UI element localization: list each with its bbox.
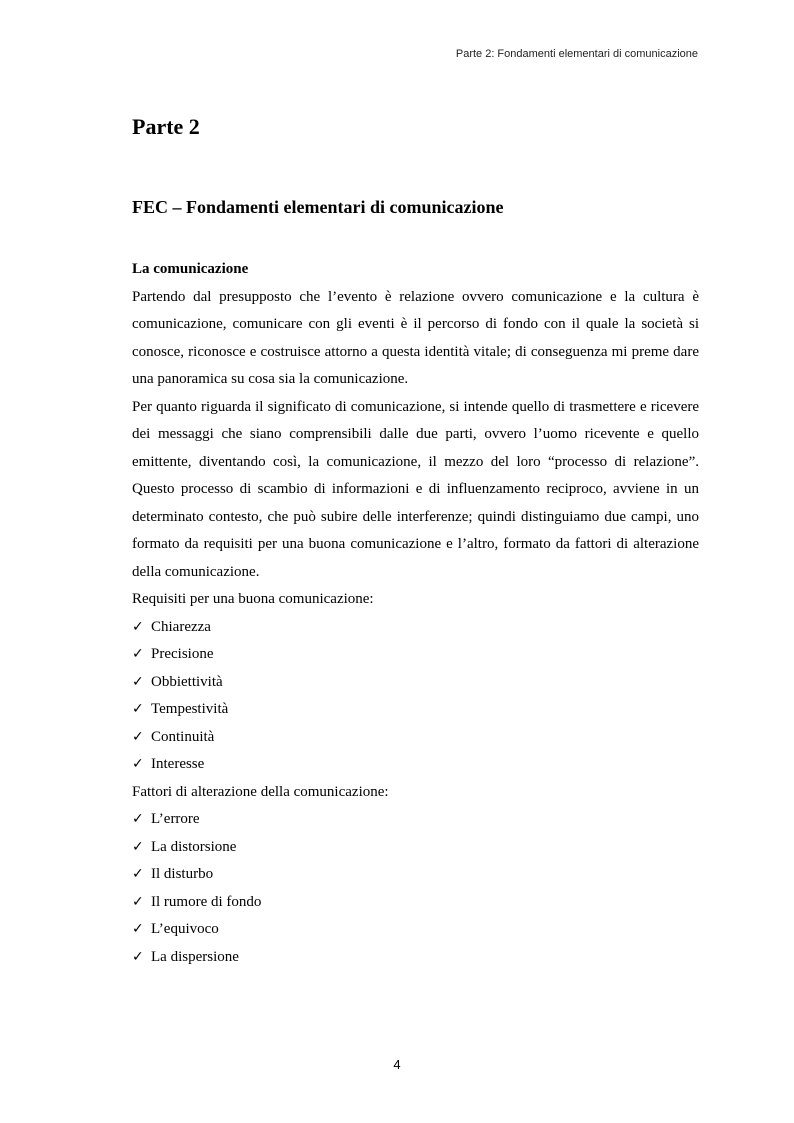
list-item <box>132 669 699 697</box>
list-item-label: Interesse <box>151 756 205 772</box>
list-item-label: L’equivoco <box>151 921 219 937</box>
list-item <box>132 861 699 889</box>
list-item <box>132 724 699 752</box>
list-item <box>132 944 699 972</box>
list-item <box>132 834 699 862</box>
list-item <box>132 751 699 779</box>
checkmark-icon: ✓ <box>132 756 144 772</box>
requirements-intro: Requisiti per una buona comunicazione: <box>132 591 374 607</box>
list-item <box>132 641 699 669</box>
running-header: Parte 2: Fondamenti elementari di comunicazione <box>455 48 698 60</box>
list-item-label: Chiarezza <box>151 618 211 635</box>
checkmark-icon: ✓ <box>132 948 144 965</box>
list-item-label: Continuità <box>151 728 215 745</box>
list-item-label: Tempestività <box>151 701 229 717</box>
list-item <box>132 696 699 724</box>
checkmark-icon: ✓ <box>132 866 144 882</box>
checkmark-icon: ✓ <box>132 618 144 635</box>
chapter-title: FEC – Fondamenti elementari di comunicazione <box>132 197 504 217</box>
list-item-label: Precisione <box>151 646 214 662</box>
checkmark-icon: ✓ <box>132 838 144 855</box>
requirements-list <box>132 614 699 779</box>
section-title: La comunicazione <box>132 261 249 277</box>
list-item <box>132 916 699 944</box>
list-item-label: L’errore <box>151 811 200 827</box>
page-number: 4 <box>393 1057 401 1072</box>
checkmark-icon: ✓ <box>132 701 144 717</box>
list-item <box>132 614 699 642</box>
list-item-label: Obbiettività <box>151 673 223 690</box>
list-item <box>132 806 699 834</box>
checkmark-icon: ✓ <box>132 646 144 662</box>
list-item-label: Il rumore di fondo <box>151 893 262 910</box>
checkmark-icon: ✓ <box>132 673 144 690</box>
list-item-label: Il disturbo <box>151 866 214 882</box>
part-title: Parte 2 <box>132 114 200 139</box>
list-item-label: La distorsione <box>151 838 237 855</box>
body-paragraph: Per quanto riguarda il significato di comunicazione, si intende quello di trasmettere e ricevere dei messaggi che siano comprensibili dalle due parti, ovvero l’uomo ricevente e quello emittente, diventando così, la comunicazione, il mezzo del loro “processo di relazione”. Questo processo di scambio di informazioni e di influenzamento reciproco, avviene in un determinato contesto, che può subire delle interferenze; quindi distinguiamo due campi, uno formato da requisiti per una buona comunicazione e l’altro, formato da fattori di alterazione della comunicazione. <box>132 398 699 580</box>
list-item <box>132 889 699 917</box>
list-item-label: La dispersione <box>151 948 239 965</box>
page-content <box>132 112 699 971</box>
body-paragraph: Partendo dal presupposto che l’evento è relazione ovvero comunicazione e la cultura è comunicazione, comunicare con gli eventi è il percorso di fondo con il quale la società si conosce, riconosce e costruisce attorno a questa identità vitale; di conseguenza mi preme dare una panoramica su cosa sia la comunicazione. <box>132 288 699 387</box>
checkmark-icon: ✓ <box>132 893 144 910</box>
checkmark-icon: ✓ <box>132 921 144 937</box>
checkmark-icon: ✓ <box>132 728 144 745</box>
alteration-factors-list <box>132 806 699 971</box>
alteration-factors-intro: Fattori di alterazione della comunicazione: <box>132 783 389 800</box>
checkmark-icon: ✓ <box>132 811 144 827</box>
